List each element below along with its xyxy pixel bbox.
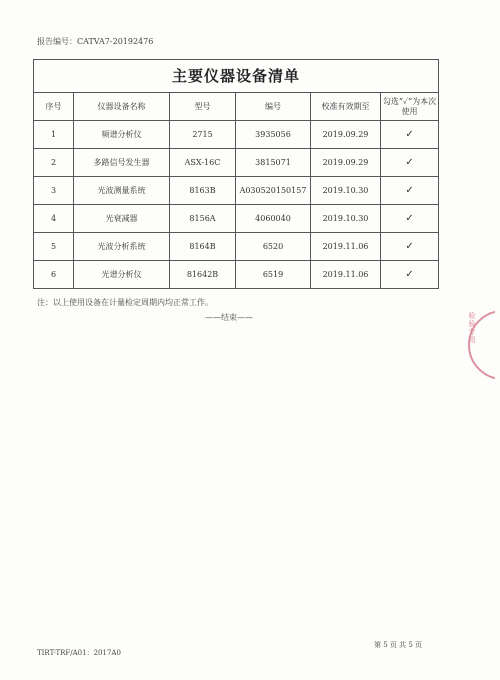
cell-serial: 3815071 — [236, 149, 311, 177]
cell-serial: 6519 — [236, 261, 311, 289]
table-row — [34, 177, 439, 205]
cell-index: 2 — [34, 149, 74, 177]
table-row — [34, 233, 439, 261]
table-row — [34, 205, 439, 233]
cell-model: 8164B — [170, 233, 236, 261]
cell-name: 频谱分析仪 — [74, 121, 170, 149]
table-title: 主要仪器设备清单 — [34, 60, 439, 93]
report-number: 报告编号：CATVA7-20192476 — [37, 37, 154, 46]
table-row — [34, 121, 439, 149]
cell-serial: 3935056 — [236, 121, 311, 149]
page-number: 第 5 页 共 5 页 — [374, 641, 423, 649]
cell-model: ASX-16C — [170, 149, 236, 177]
check-mark-icon: ✓ — [381, 261, 439, 289]
cell-index: 6 — [34, 261, 74, 289]
cell-model: 2715 — [170, 121, 236, 149]
header-name: 仪器设备名称 — [74, 93, 170, 121]
cell-serial: 4060040 — [236, 205, 311, 233]
table-row — [34, 261, 439, 289]
cell-serial: 6520 — [236, 233, 311, 261]
cell-name: 光谱分析仪 — [74, 261, 170, 289]
check-mark-icon: ✓ — [381, 149, 439, 177]
header-model: 型号 — [170, 93, 236, 121]
seal-text: 检验专用 — [468, 312, 476, 344]
equipment-table — [33, 59, 439, 289]
usage-note: 注：以上使用设备在计量检定周期内均正常工作。 — [37, 298, 213, 307]
cell-name: 光波分析系统 — [74, 233, 170, 261]
table-header-row — [34, 93, 439, 121]
check-mark-icon: ✓ — [381, 205, 439, 233]
header-index: 序号 — [34, 93, 74, 121]
cell-name: 多路信号发生器 — [74, 149, 170, 177]
cell-index: 1 — [34, 121, 74, 149]
header-calibration: 校准有效期至 — [311, 93, 381, 121]
table-row — [34, 149, 439, 177]
header-serial: 编号 — [236, 93, 311, 121]
end-mark: ——结束—— — [205, 313, 253, 322]
cell-calibration: 2019.09.29 — [311, 121, 381, 149]
cell-model: 8156A — [170, 205, 236, 233]
cell-model: 8163B — [170, 177, 236, 205]
cell-name: 光波测量系统 — [74, 177, 170, 205]
header-used: 勾选“✓”为本次使用 — [381, 93, 439, 121]
cell-model: 81642B — [170, 261, 236, 289]
check-mark-icon: ✓ — [381, 233, 439, 261]
check-mark-icon: ✓ — [381, 121, 439, 149]
cell-index: 4 — [34, 205, 74, 233]
cell-calibration: 2019.10.30 — [311, 205, 381, 233]
form-code: TIRT-TRF/A01：2017A0 — [37, 649, 121, 657]
cell-name: 光衰减器 — [74, 205, 170, 233]
cell-calibration: 2019.10.30 — [311, 177, 381, 205]
cell-index: 3 — [34, 177, 74, 205]
cell-calibration: 2019.09.29 — [311, 149, 381, 177]
cell-index: 5 — [34, 233, 74, 261]
cell-calibration: 2019.11.06 — [311, 233, 381, 261]
cell-serial: A030520150157 — [236, 177, 311, 205]
cell-calibration: 2019.11.06 — [311, 261, 381, 289]
check-mark-icon: ✓ — [381, 177, 439, 205]
